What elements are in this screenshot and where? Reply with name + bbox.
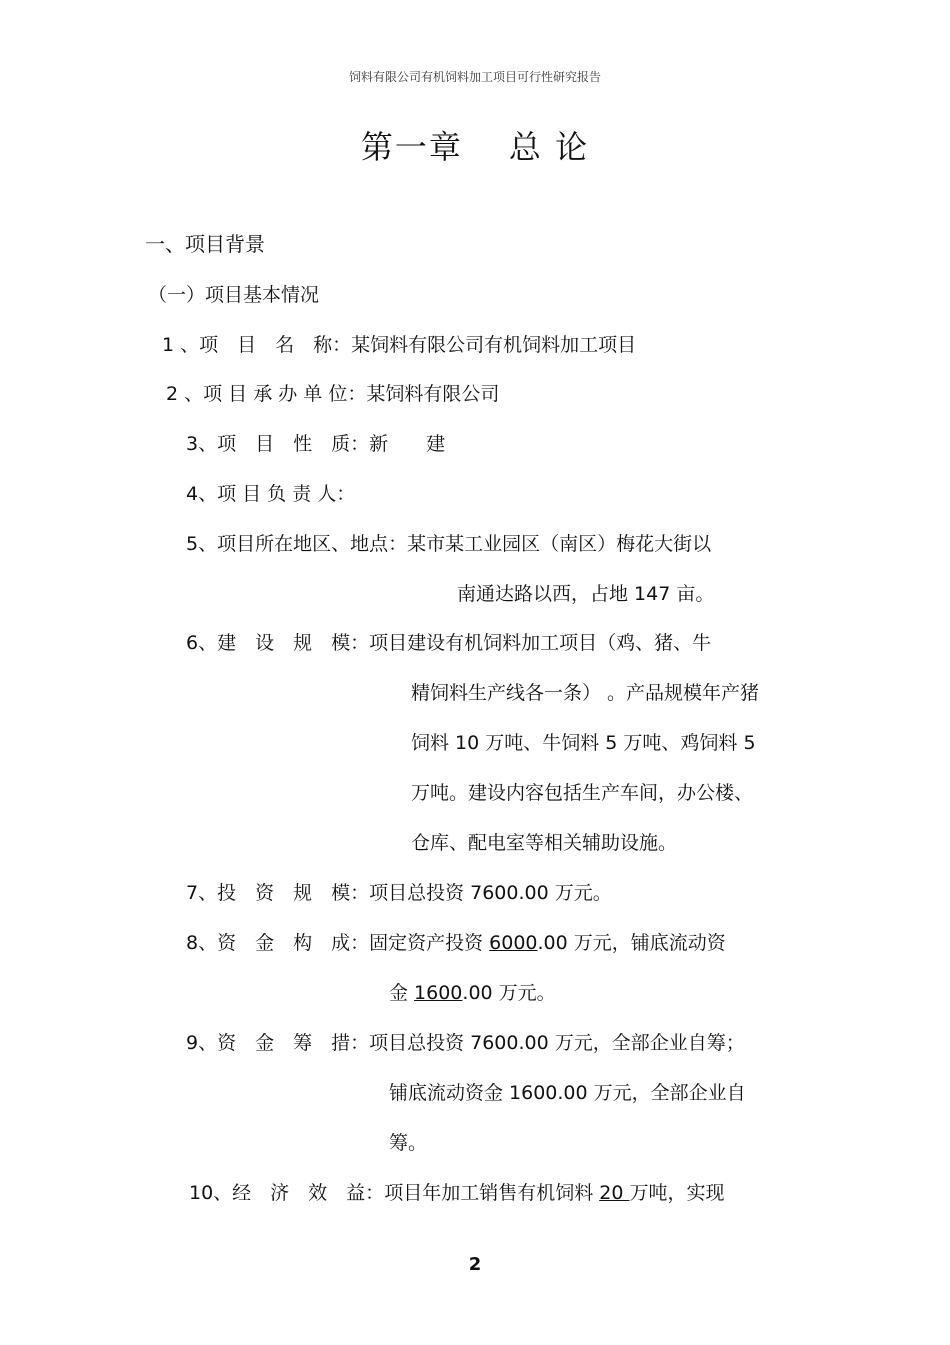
item-value-post: .00 万元。 [462,982,556,1004]
item-value-pre: 固定资产投资 [369,932,490,954]
item-construction-scale [186,628,711,655]
item-project-nature [186,429,445,456]
item-fund-composition-cont [389,978,556,1005]
item-fund-composition [186,928,726,955]
item-label: 6、建 设 规 模： [186,632,370,654]
item-label: 9、资 金 筹 措： [186,1032,370,1054]
item-project-name [162,330,636,357]
item-fund-raising-cont: 筹。 [389,1132,428,1154]
item-value: 新 建 [369,433,446,455]
item-value: 某市某工业园区（南区）梅花大街以 [407,533,712,555]
item-construction-scale-cont: 饲料 10 万吨、牛饲料 5 万吨、鸡饲料 5 [411,732,756,754]
item-value-post: 万吨，实现 [629,1182,725,1204]
item-label: 2 、项 目 承 办 单 位： [166,383,367,405]
item-construction-scale-cont: 精饲料生产线各一条） 。产品规模年产猪 [411,682,760,704]
subsection-heading: （一）项目基本情况 [148,284,320,306]
item-undertaking-unit [166,379,499,406]
underlined-amount: 1600 [414,982,463,1004]
item-value: 项目总投资 7600.00 万元。 [369,882,612,904]
item-project-leader [186,479,355,506]
item-label: 5、项目所在地区、地点： [186,533,408,555]
underlined-amount: 20 [599,1182,630,1204]
item-label: 7、投 资 规 模： [186,882,370,904]
item-label: 3、项 目 性 质： [186,433,370,455]
item-value: 某饲料有限公司 [366,383,500,405]
item-value: 项目总投资 7600.00 万元，全部企业自筹； [369,1032,745,1054]
item-investment-scale [186,878,612,905]
section-heading: 一、项目背景 [145,232,265,256]
item-fund-raising-cont: 铺底流动资金 1600.00 万元，全部企业自 [389,1082,746,1104]
item-label: 10、经 济 效 益： [189,1182,385,1204]
page-number: 2 [468,1254,482,1275]
item-location [186,529,711,556]
item-construction-scale-cont: 万吨。建设内容包括生产车间，办公楼、 [411,782,754,804]
item-value-pre: 金 [389,982,415,1004]
item-fund-raising [186,1028,745,1055]
item-economic-benefit [189,1178,724,1205]
item-location-cont: 南通达路以西，占地 147 亩。 [457,583,715,605]
chapter-name: 总 论 [508,128,590,166]
item-value: 项目建设有机饲料加工项目（鸡、猪、牛 [369,632,712,654]
item-label: 8、资 金 构 成： [186,932,370,954]
chapter-title [0,122,950,168]
item-label: 1 、项 目 名 称： [162,334,352,356]
underlined-amount: 6000 [489,932,538,954]
running-header: 饲料有限公司有机饲料加工项目可行性研究报告 [348,70,601,84]
item-value-pre: 项目年加工销售有机饲料 [384,1182,600,1204]
item-value-post: .00 万元，铺底流动资 [537,932,726,954]
chapter-number: 第一章 [360,128,463,166]
item-construction-scale-cont: 仓库、配电室等相关辅助设施。 [411,832,678,854]
item-value: 某饲料有限公司有机饲料加工项目 [351,334,637,356]
item-label: 4、项 目 负 责 人： [186,483,356,505]
